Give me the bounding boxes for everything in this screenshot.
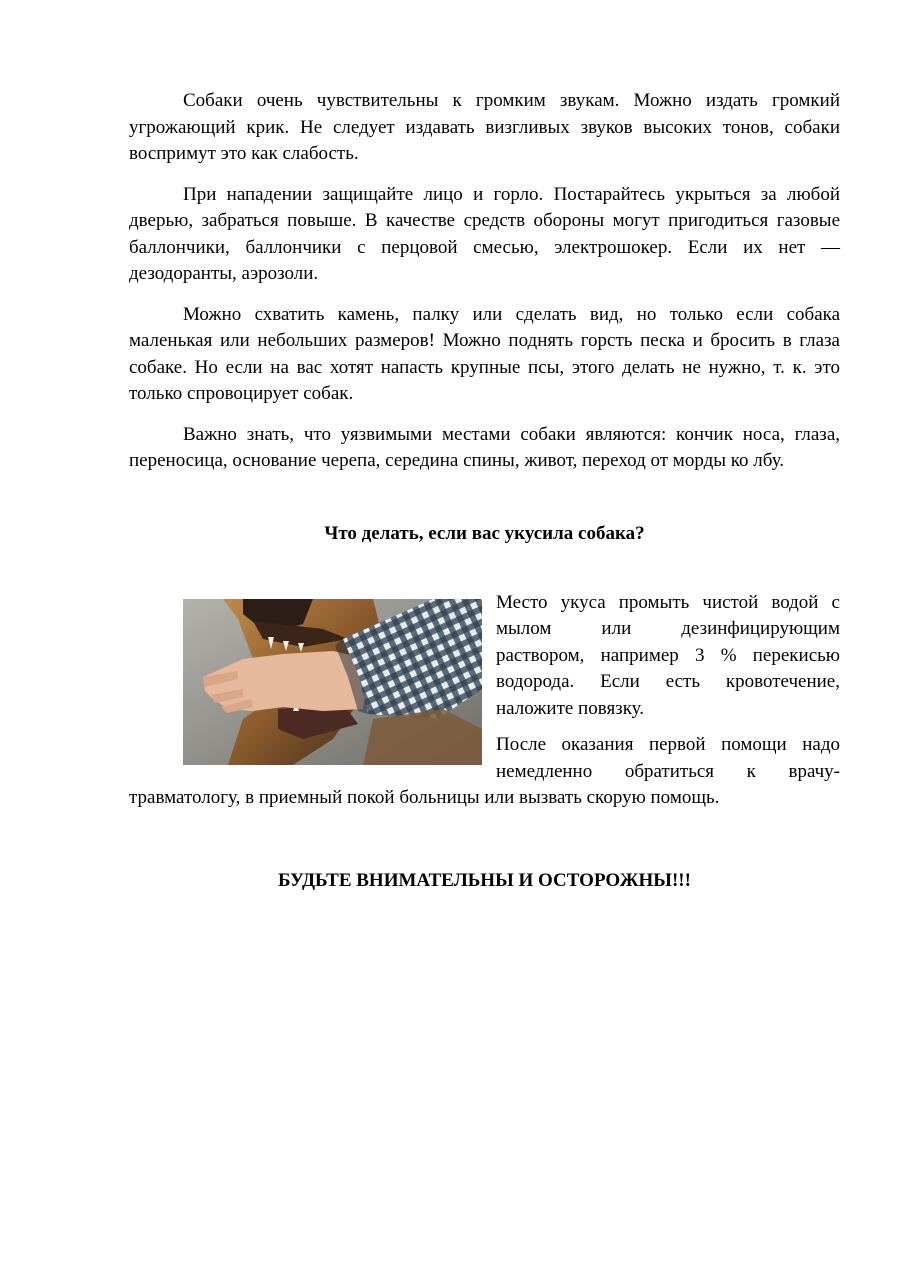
dog-biting-arm-photo [183, 599, 482, 765]
paragraph-stone-stick: Можно схватить камень, палку или сделать вид, но только если собака маленькая или небольших размеров! Можно поднять горсть песка и бросить в глаза собаке. Но если на вас хотят напасть крупные псы, этого делать не нужно, т. к. это только спровоцирует собак. [129, 303, 840, 404]
paragraph-protect-face: При нападении защищайте лицо и горло. Постарайтесь укрыться за любой дверью, забраться повыше. В качестве средств обороны могут пригодиться газовые баллончики, баллончики с перцовой смесью, электрошокер. Если их нет — дезодоранты, аэрозоли. [129, 183, 840, 284]
bite-section-heading: Что делать, если вас укусила собака? [324, 522, 645, 544]
bite-section-body [129, 590, 840, 822]
see-doctor-text: После оказания первой помощи надо немедленно обратиться к врачу-травматологу, в приемный покой больницы или вызвать скорую помощь. [129, 734, 840, 808]
closing-warning: БУДЬТЕ ВНИМАТЕЛЬНЫ И ОСТОРОЖНЫ!!! [278, 869, 691, 891]
paragraph-vulnerable-spots: Важно знать, что уязвимыми местами собаки являются: кончик носа, глаза, переносица, основание черепа, середина спины, живот, переход от морды ко лбу. [129, 423, 840, 471]
paragraph-loud-sounds: Собаки очень чувствительны к громким звукам. Можно издать громкий угрожающий крик. Не следует издавать визгливых звуков высоких тонов, собаки воспримут это как слабость. [129, 90, 840, 164]
first-aid-text: Место укуса промыть чистой водой с мылом или дезинфицирующим раствором, например 3 % перекисью водорода. Если есть кровотечение, наложите повязку. [496, 591, 840, 719]
document-page [129, 88, 840, 894]
